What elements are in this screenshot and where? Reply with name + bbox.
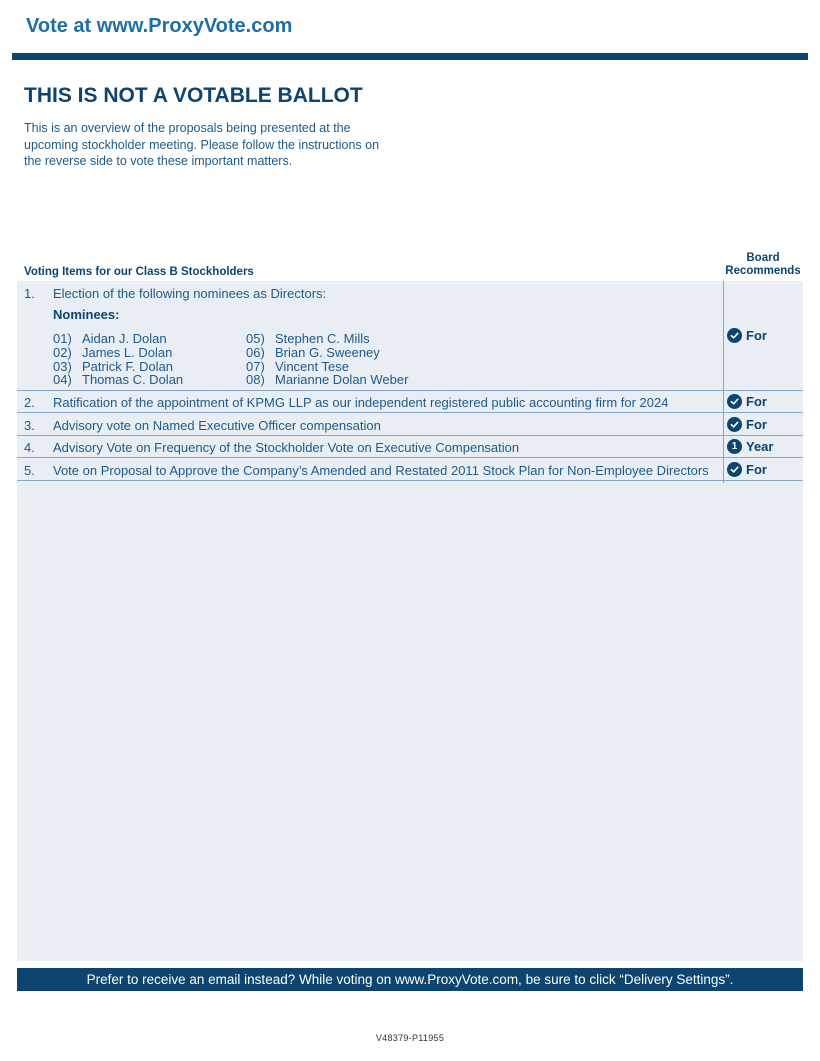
item-number: 2.: [24, 395, 35, 410]
item-text: Ratification of the appointment of KPMG LLP as our independent registered public accounting firm for 2024: [53, 395, 669, 410]
nominee: [53, 372, 183, 387]
nominee-name: Vincent Tese: [275, 359, 349, 374]
nominee-name: Thomas C. Dolan: [82, 372, 184, 387]
nominee-number: 02): [53, 345, 72, 360]
nominee-number: 08): [246, 372, 265, 387]
check-circle-icon: [727, 462, 742, 477]
recommendation: [727, 462, 767, 477]
check-circle-icon: [727, 328, 742, 343]
voting-items-heading: Voting Items for our Class B Stockholders: [24, 266, 254, 278]
nominees-label: Nominees:: [53, 307, 120, 322]
row-divider: [17, 435, 803, 436]
item-text: Advisory Vote on Frequency of the Stockholder Vote on Executive Compensation: [53, 440, 520, 455]
nominee-number: 04): [53, 372, 72, 387]
item-text: Election of the following nominees as Directors:: [53, 286, 327, 301]
nominee: [53, 345, 172, 360]
document-code: V48379-P11955: [375, 1033, 445, 1043]
recommendation-label: For: [746, 394, 767, 409]
item-number: 5.: [24, 463, 35, 478]
recommendation: [727, 394, 767, 409]
item-text: Advisory vote on Named Executive Officer compensation: [53, 418, 381, 433]
nominee-number: 03): [53, 359, 72, 374]
column-divider: [723, 281, 724, 483]
nominee-name: Patrick F. Dolan: [82, 359, 174, 374]
item-number: 3.: [24, 418, 35, 433]
board-recommends-heading: [722, 252, 804, 278]
nominee: [246, 331, 370, 346]
item-text: Vote on Proposal to Approve the Company’s Amended and Restated 2011 Stock Plan for Non-Employee Directors: [53, 463, 709, 478]
recommendation-label: Year: [746, 439, 774, 454]
nominee-number: 01): [53, 331, 72, 346]
check-circle-icon: [727, 417, 742, 432]
nominee-number: 07): [246, 359, 265, 374]
recommendation-label: For: [746, 328, 767, 343]
row-divider: [17, 480, 803, 481]
row-divider: [17, 390, 803, 391]
nominee: [53, 331, 167, 346]
one-circle-icon: 1: [727, 439, 742, 454]
row-divider: [17, 412, 803, 413]
board-heading-line: Board: [746, 252, 780, 264]
item-number: 1.: [24, 286, 35, 301]
nominee-name: Brian G. Sweeney: [275, 345, 380, 360]
recommendation: [727, 328, 767, 343]
nominee: [246, 372, 408, 387]
proxyvote-link[interactable]: Vote at www.ProxyVote.com: [26, 15, 293, 37]
nominee-name: James L. Dolan: [82, 345, 173, 360]
nominee-number: 06): [246, 345, 265, 360]
recommendation-label: For: [746, 417, 767, 432]
page-title: THIS IS NOT A VOTABLE BALLOT: [24, 84, 363, 107]
delivery-settings-banner: Prefer to receive an email instead? While voting on www.ProxyVote.com, be sure to click “Delivery Settings”.: [17, 968, 803, 991]
nominee-name: Aidan J. Dolan: [82, 331, 167, 346]
intro-line: the reverse side to vote these important matters.: [24, 154, 293, 168]
nominee-name: Marianne Dolan Weber: [275, 372, 409, 387]
intro-line: This is an overview of the proposals being presented at the: [24, 121, 351, 135]
recommendation-label: For: [746, 462, 767, 477]
item-number: 4.: [24, 440, 35, 455]
recommendation: [727, 439, 773, 454]
check-circle-icon: [727, 394, 742, 409]
nominee-name: Stephen C. Mills: [275, 331, 370, 346]
nominee: [246, 345, 380, 360]
header-divider: [12, 53, 808, 60]
board-heading-line: Recommends: [725, 265, 801, 277]
intro-line: upcoming stockholder meeting. Please follow the instructions on: [24, 137, 380, 152]
recommendation: [727, 417, 767, 432]
nominee-number: 05): [246, 331, 265, 346]
row-divider: [17, 457, 803, 458]
intro-text: [24, 120, 404, 170]
